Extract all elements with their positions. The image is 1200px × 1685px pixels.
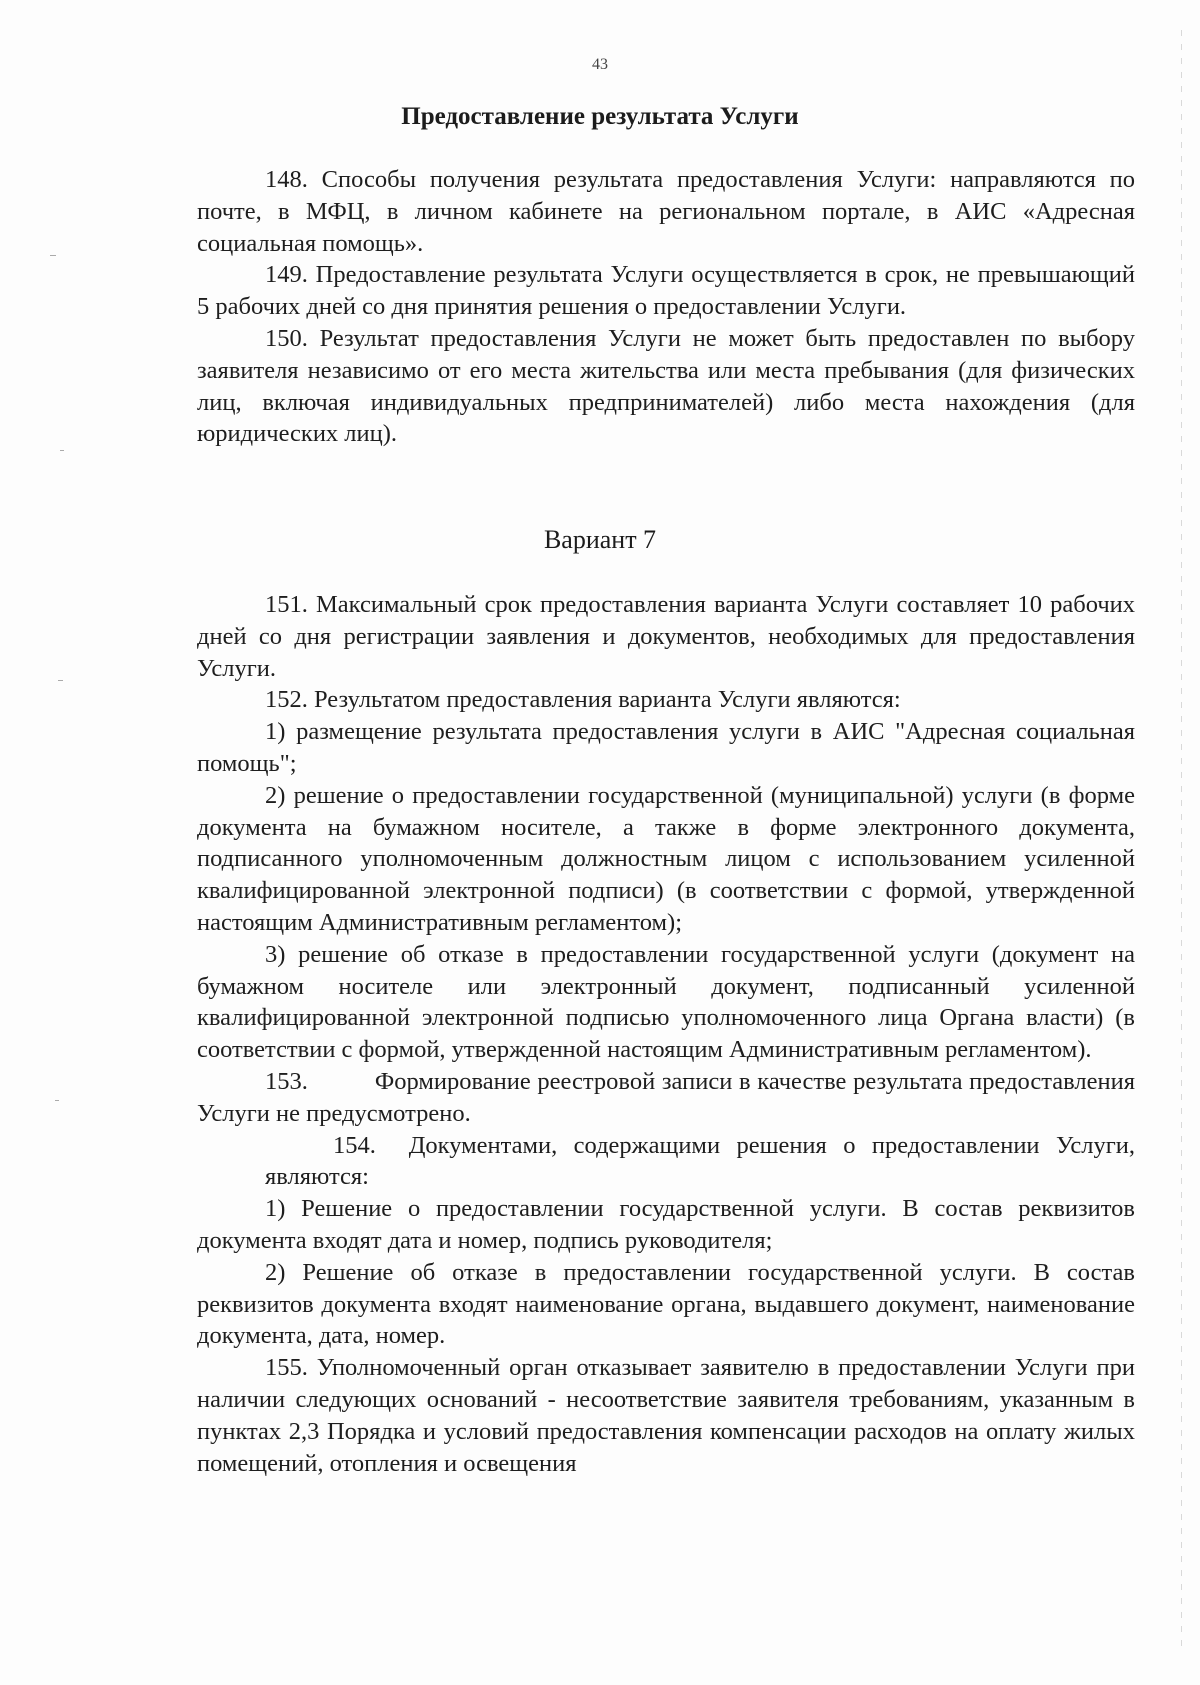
scan-artifact-mark bbox=[55, 1100, 59, 1101]
scan-artifact-mark bbox=[50, 255, 56, 256]
variant-heading: Вариант 7 bbox=[543, 525, 657, 554]
paragraph-154-item-2: 2) Решение об отказе в предоставлении государственной услуги. В состав реквизитов документа входят наименование органа, выдавшего документ, наименование документа, дата, номер. bbox=[197, 1258, 1135, 1350]
paragraph-149: 149. Предоставление результата Услуги осуществляется в срок, не превышающий 5 рабочих дней со дня принятия решения о предоставлении Услуги. bbox=[197, 261, 1135, 321]
paragraph-152-item-1: 1) размещение результата предоставления услуги в АИС "Адресная социальная помощь"; bbox=[197, 718, 1135, 777]
section-a-body bbox=[197, 164, 1135, 450]
page-number: 43 bbox=[592, 56, 608, 73]
paragraph-155: 155. Уполномоченный орган отказывает заявителю в предоставлении Услуги при наличии следующих оснований - несоответствие заявителя требованиям, указанным в пунктах 2,3 Порядка и условий предоставления компенсации расходов на оплату жилых помещений, отопления и освещения bbox=[197, 1354, 1135, 1477]
paragraph-152: 152. Результатом предоставления варианта Услуги являются: bbox=[265, 686, 901, 714]
section-heading: Предоставление результата Услуги bbox=[401, 103, 799, 130]
paragraph-153: 153. Формирование реестровой записи в качестве результата предоставления Услуги не предусмотрено. bbox=[197, 1067, 1142, 1127]
section-b-body bbox=[197, 589, 1142, 1479]
paragraph-152-item-2: 2) решение о предоставлении государственной (муниципальной) услуги (в форме документа на бумажном носителе, а также в форме электронного документа, подписанного уполномоченным должностным лицом с использованием усиленной квалифицированной электронной подписи) (в соответствии с формой, утвержденной настоящим Административным регламентом); bbox=[197, 781, 1135, 936]
paragraph-154-item-1: 1) Решение о предоставлении государственной услуги. В состав реквизитов документа входят дата и номер, подпись руководителя; bbox=[197, 1195, 1135, 1254]
paragraph-154: 154. Документами, содержащими решения о предоставлении Услуги, являются: bbox=[265, 1131, 1142, 1191]
paragraph-150: 150. Результат предоставления Услуги не может быть предоставлен по выбору заявителя независимо от его места жительства или места пребывания (для физических лиц, включая индивидуальных предпринимателей) либо места нахождения (для юридических лиц). bbox=[197, 324, 1135, 448]
scan-artifact-mark bbox=[60, 450, 64, 451]
scan-edge-line bbox=[1181, 30, 1182, 1650]
paragraph-151: 151. Максимальный срок предоставления варианта Услуги составляет 10 рабочих дней со дня регистрации заявления и документов, необходимых для предоставления Услуги. bbox=[197, 591, 1135, 682]
paragraph-152-item-3: 3) решение об отказе в предоставлении государственной услуги (документ на бумажном носителе или электронный документ, подписанный усиленной квалифицированной электронной подписью уполномоченного лица Органа власти) (в соответствии с формой, утвержденной настоящим Административным регламентом). bbox=[197, 940, 1135, 1064]
scan-artifact-mark bbox=[58, 680, 63, 681]
paragraph-148: 148. Способы получения результата предоставления Услуги: направляются по почте, в МФЦ, в личном кабинете на региональном портале, в АИС «Адресная социальная помощь». bbox=[197, 166, 1135, 257]
